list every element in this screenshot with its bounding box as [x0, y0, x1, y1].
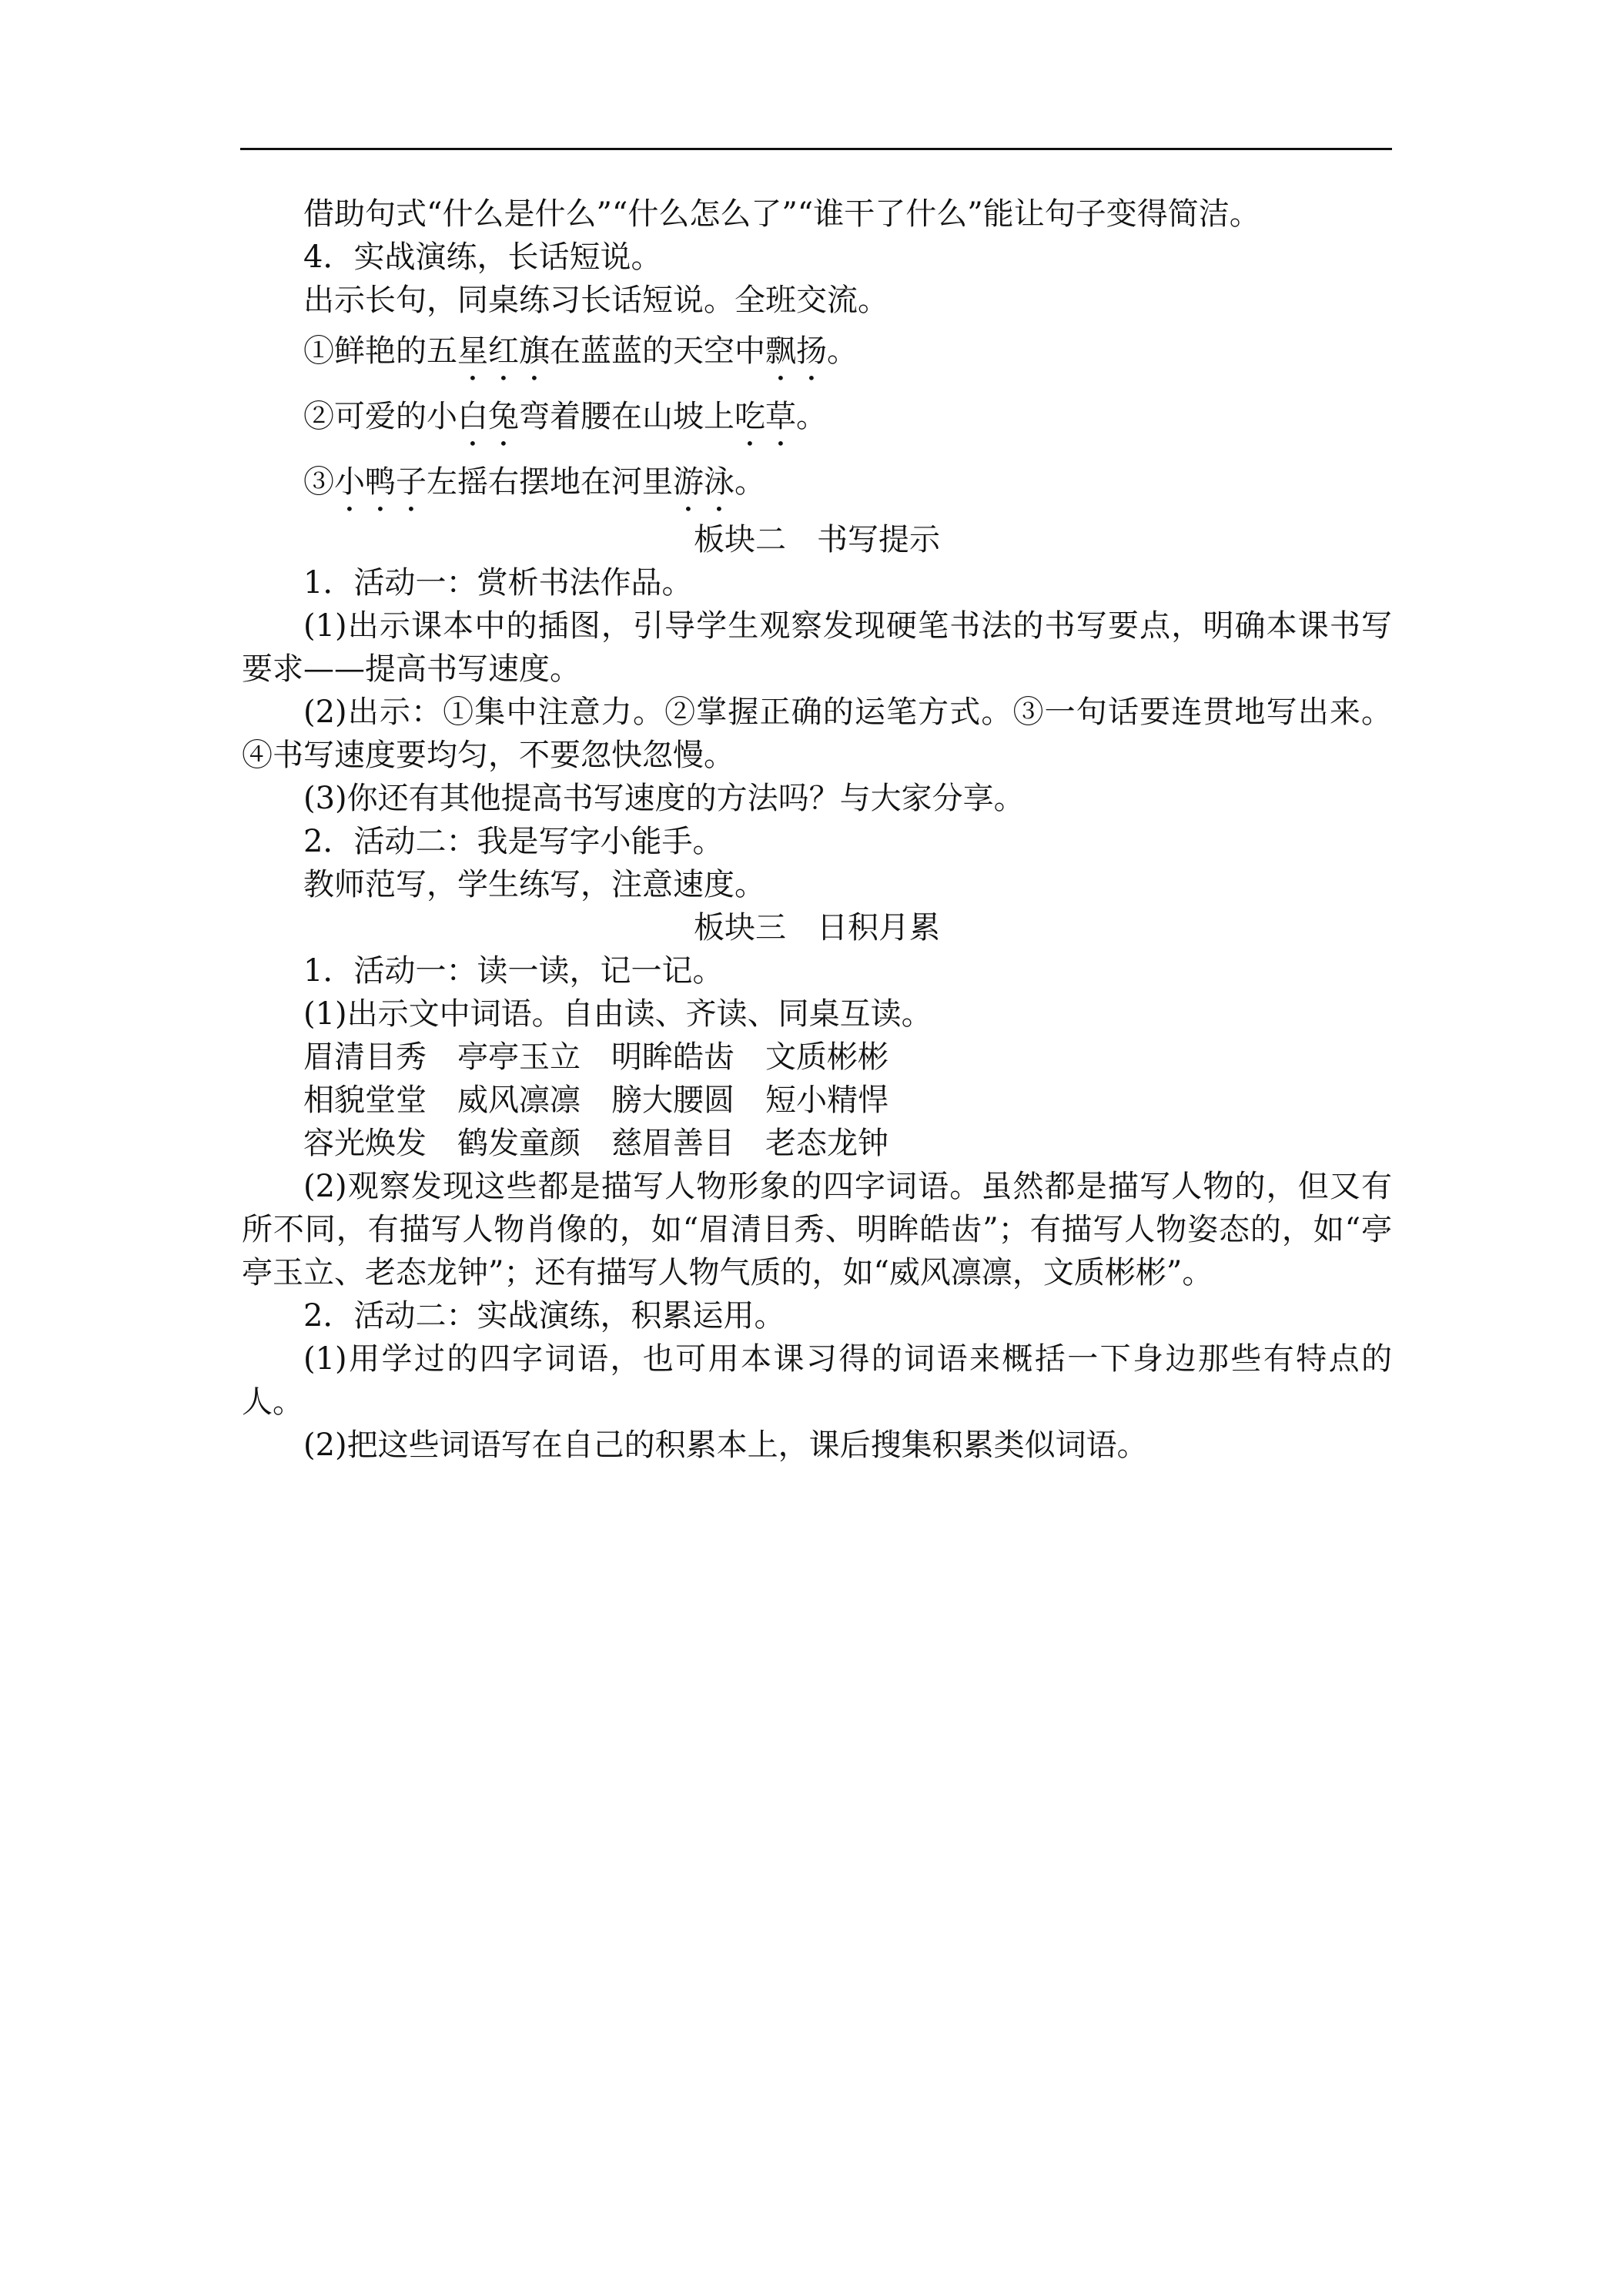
- sentence-text: ③: [303, 464, 334, 500]
- paragraph: (2)出示：①集中注意力。②掌握正确的运笔方式。③一句话要连贯地写出来。④书写速度要均匀，不要忽快忽慢。: [242, 694, 1392, 773]
- paragraph: (1)用学过的四字词语，也可用本课习得的词语来概括一下身边那些有特点的人。: [242, 1341, 1392, 1420]
- emphasized-char: 兔: [488, 399, 519, 434]
- emphasized-char: 鸭: [365, 464, 396, 500]
- emphasized-char: 小: [334, 464, 365, 500]
- word-row: 容光焕发 鹤发童颜 慈眉善目 老态龙钟: [303, 1126, 888, 1161]
- sentence-text: ②可爱的小: [303, 399, 457, 434]
- emphasized-char: 红: [488, 333, 519, 369]
- emphasized-char: 吃: [735, 399, 765, 434]
- emphasized-char: 扬: [796, 333, 827, 369]
- sentence-text: ①鲜艳的五: [303, 333, 457, 369]
- emphasized-char: 白: [457, 399, 488, 434]
- step-heading: 1．活动一：赏析书法作品。: [303, 565, 693, 601]
- paragraph: 教师范写，学生练写，注意速度。: [303, 867, 765, 902]
- word-row: 眉清目秀 亭亭玉立 明眸皓齿 文质彬彬: [303, 1039, 888, 1075]
- step-heading: 2．活动二：实战演练，积累运用。: [303, 1298, 785, 1334]
- paragraph: 出示长句，同桌练习长话短说。全班交流。: [303, 283, 888, 318]
- document-body: [242, 192, 1392, 1467]
- emphasized-char: 星: [457, 333, 488, 369]
- paragraph: (2)把这些词语写在自己的积累本上，课后搜集积累类似词语。: [303, 1427, 1148, 1463]
- section-heading: 板块三 日积月累: [694, 910, 940, 946]
- step-heading: 1．活动一：读一读，记一记。: [303, 953, 724, 989]
- step-heading: 4．实战演练，长话短说。: [303, 239, 662, 275]
- sentence-text: 在蓝蓝的天空中: [550, 333, 765, 369]
- paragraph: 借助句式“什么是什么”“什么怎么了”“谁干了什么”能让句子变得简洁。: [303, 196, 1260, 232]
- sentence-text: 。: [796, 399, 827, 434]
- emphasized-char: 游: [673, 464, 704, 500]
- paragraph: (2)观察发现这些都是描写人物形象的四字词语。虽然都是描写人物的，但又有所不同，有描写人物肖像的，如“眉清目秀、明眸皓齿”；有描写人物姿态的，如“亭亭玉立、老态龙钟”；还有描写人物气质的，如“威风凛凛，文质彬彬”。: [242, 1169, 1392, 1290]
- section-heading: 板块二 书写提示: [694, 522, 940, 557]
- sentence-text: 。: [827, 333, 858, 369]
- sentence-text: 弯着腰在山坡上: [519, 399, 735, 434]
- example-sentence-1: [242, 330, 1392, 387]
- header-rule: [240, 148, 1392, 150]
- emphasized-char: 飘: [765, 333, 796, 369]
- paragraph: (1)出示课本中的插图，引导学生观察发现硬笔书法的书写要点，明确本课书写要求——提高书写速度。: [242, 608, 1392, 687]
- sentence-text: 。: [735, 464, 765, 500]
- emphasized-char: 草: [765, 399, 796, 434]
- paragraph: (1)出示文中词语。自由读、齐读、同桌互读。: [303, 996, 932, 1032]
- step-heading: 2．活动二：我是写字小能手。: [303, 824, 724, 859]
- example-sentence-3: [242, 460, 1392, 518]
- sentence-text: 左摇右摆地在河里: [427, 464, 673, 500]
- paragraph: (3)你还有其他提高书写速度的方法吗？与大家分享。: [303, 781, 1025, 816]
- word-row: 相貌堂堂 威风凛凛 膀大腰圆 短小精悍: [303, 1083, 888, 1118]
- emphasized-char: 旗: [519, 333, 550, 369]
- example-sentence-2: [242, 395, 1392, 453]
- emphasized-char: 子: [396, 464, 427, 500]
- emphasized-char: 泳: [704, 464, 735, 500]
